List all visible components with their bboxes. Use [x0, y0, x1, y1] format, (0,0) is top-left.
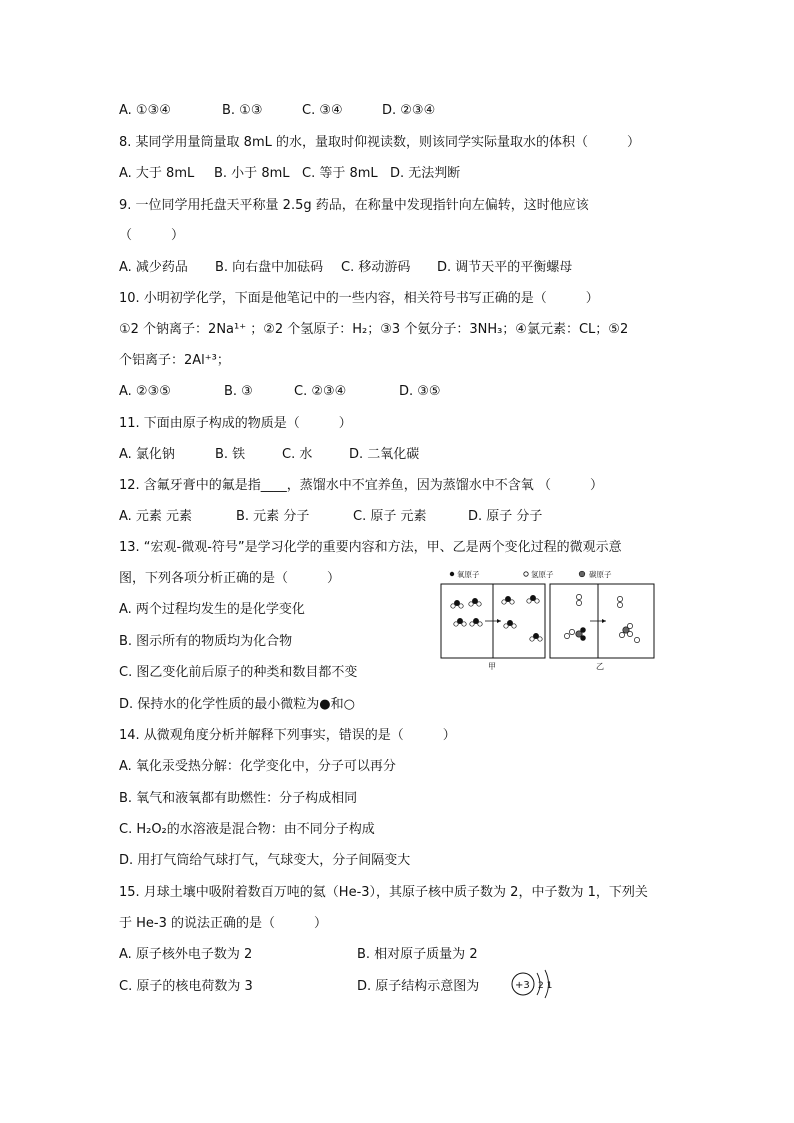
option-b: B. 向右盘中加砝码	[215, 260, 324, 275]
option-d: D. 二氧化碳	[349, 447, 420, 462]
q15-options-row2	[119, 977, 479, 997]
q9-stem: 9. 一位同学用托盘天平称量 2.5g 药品，在称量中发现指针向左偏转，这时他应该	[119, 198, 589, 213]
q10-stem: 10. 小明初学化学，下面是他笔记中的一些内容，相关符号书写正确的是（ ）	[119, 291, 599, 306]
q13-stem: 13. “宏观-微观-符号”是学习化学的重要内容和方法，甲、乙是两个变化过程的微观示意	[119, 540, 622, 555]
option-c: C. 原子 元素	[353, 509, 427, 524]
option-c: C. 水	[282, 447, 313, 462]
q14-option-d: D. 用打气筒给气球打气，气球变大，分子间隔变大	[119, 853, 411, 868]
option-a: A. 氯化钠	[119, 447, 175, 462]
q15-stem: 15. 月球土壤中吸附着数百万吨的氦（He-3），其原子核中质子数为 2，中子数为 1，下列关	[119, 885, 648, 900]
q9-options	[119, 258, 572, 278]
q11-options	[119, 445, 419, 465]
legend-hydrogen: 氢原子	[531, 570, 554, 579]
legend-oxygen: 氧原子	[457, 570, 480, 579]
option-c: C. ③④	[302, 103, 343, 118]
option-b: B. 小于 8mL	[214, 166, 290, 181]
option-c: C. ②③④	[294, 384, 347, 399]
option-a: A. ①③④	[119, 103, 171, 118]
oxygen-atom-icon	[450, 572, 454, 576]
q13-option-b: B. 图示所有的物质均为化合物	[119, 634, 293, 649]
q14-option-a: A. 氧化汞受热分解：化学变化中，分子可以再分	[119, 759, 396, 774]
option-b: B. 元素 分子	[236, 509, 310, 524]
q12-options	[119, 507, 542, 527]
q14-stem: 14. 从微观角度分析并解释下列事实，错误的是（ ）	[119, 728, 456, 743]
label-jia: 甲	[488, 662, 496, 671]
option-c: C. 移动游码	[341, 260, 411, 275]
option-b: B. 铁	[215, 447, 246, 462]
option-d: D. 调节天平的平衡螺母	[437, 260, 573, 275]
arrow-head-icon	[497, 619, 501, 623]
reaction-diagram	[440, 568, 656, 672]
option-d: D. 原子 分子	[468, 509, 543, 524]
q10-notes-cont: 个铝离子：2Al⁺³；	[119, 353, 230, 368]
legend-carbon: 碳原子	[589, 570, 612, 579]
q13-option-a: A. 两个过程均发生的是化学变化	[119, 602, 305, 617]
option-b: B. ③	[224, 384, 253, 399]
option-c: C. 原子的核电荷数为 3	[119, 979, 253, 994]
q14-option-b: B. 氧气和液氧都有助燃性：分子构成相同	[119, 791, 358, 806]
option-d: D. ②③④	[382, 103, 436, 118]
option-a: A. 元素 元素	[119, 509, 193, 524]
option-d: D. ③⑤	[399, 384, 441, 399]
q9-blank: （ ）	[119, 228, 185, 243]
q10-notes: ①2 个钠离子：2Na¹⁺ ；②2 个氢原子：H₂；③3 个氨分子：3NH₃；④氯元素：CL；⑤2	[119, 322, 629, 337]
option-c: C. 等于 8mL	[302, 166, 378, 181]
q11-stem: 11. 下面由原子构成的物质是（ ）	[119, 416, 352, 431]
q13-option-d: D. 保持水的化学性质的最小微粒为●和○	[119, 697, 355, 712]
label-yi: 乙	[596, 662, 604, 671]
q15-options-row1	[119, 945, 478, 965]
option-a: A. 减少药品	[119, 260, 188, 275]
option-a: A. 原子核外电子数为 2	[119, 947, 253, 962]
option-a: A. 大于 8mL	[119, 166, 195, 181]
carbon-atom-icon	[579, 571, 585, 577]
nucleus-charge: +3	[515, 980, 530, 991]
q15-stem-cont: 于 He-3 的说法正确的是（ ）	[119, 916, 328, 931]
option-d: D. 无法判断	[390, 166, 461, 181]
reaction-diagram-svg	[440, 568, 656, 672]
atom-structure-diagram	[508, 966, 558, 1002]
hydrogen-atom-icon	[524, 572, 528, 576]
q12-stem: 12. 含氟牙膏中的氟是指____，蒸馏水中不宜养鱼，因为蒸馏水中不含氧 （ ）	[119, 478, 603, 493]
q10-options	[119, 382, 441, 402]
q13-option-c: C. 图乙变化前后原子的种类和数目都不变	[119, 665, 358, 680]
q14-option-c: C. H₂O₂的水溶液是混合物：由不同分子构成	[119, 822, 375, 837]
option-d: D. 原子结构示意图为	[357, 979, 480, 994]
q13-stem-cont: 图，下列各项分析正确的是（ ）	[119, 571, 341, 586]
option-a: A. ②③⑤	[119, 384, 171, 399]
electron-counts: 2 1	[538, 981, 553, 991]
q8-stem: 8. 某同学用量筒量取 8mL 的水，量取时仰视读数，则该同学实际量取水的体积（ ）	[119, 135, 640, 150]
option-b: B. 相对原子质量为 2	[357, 947, 478, 962]
option-b: B. ①③	[222, 103, 263, 118]
q8-options	[119, 164, 460, 184]
q7-options	[119, 101, 435, 121]
arrow-head-icon	[602, 619, 606, 623]
